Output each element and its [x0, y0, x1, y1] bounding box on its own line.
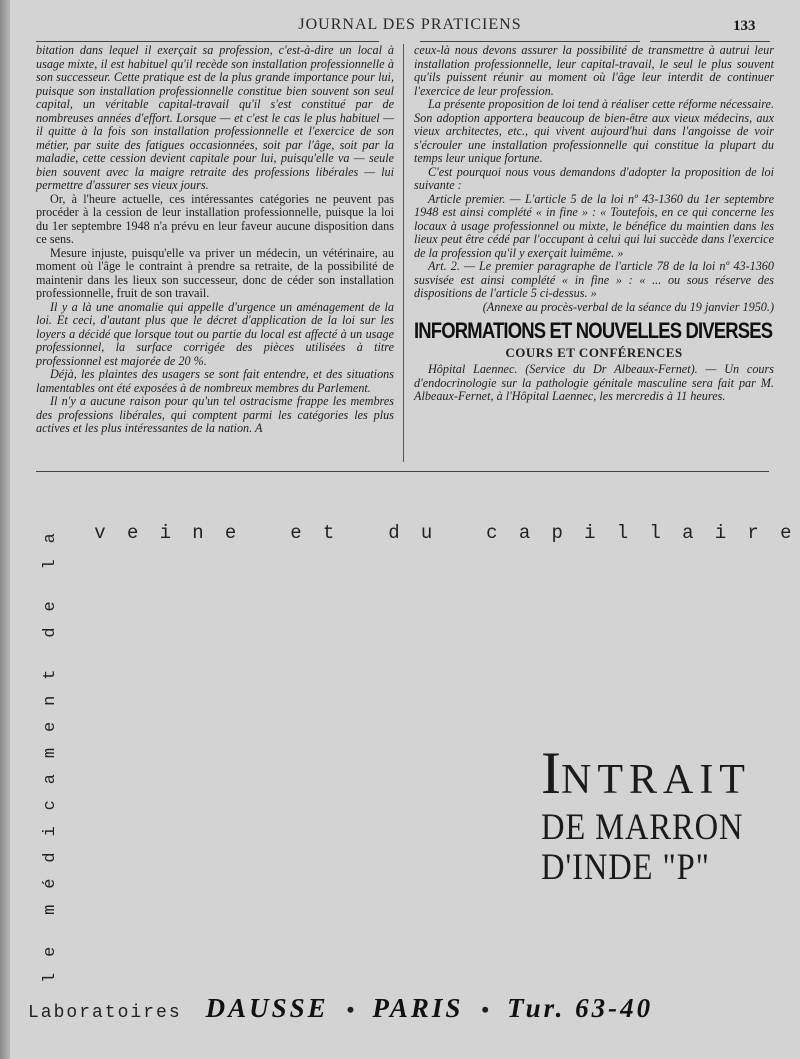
page-number: 133: [733, 18, 756, 34]
section-heading: COURS ET CONFÉRENCES: [505, 344, 683, 360]
header-rule-right: [650, 41, 770, 42]
ad-letter: t: [322, 522, 335, 544]
paragraph: Il y a là une anomalie qui appelle d'urgence un aménagement de la loi. Et ceci, d'autant plus que le décret d'application de la loi sur les loyers a décidé que lorsque tout ou partie du local est affecté à un usage professionnel, la surface corrigée des pièces utilisées à titre professionnel est majorée de 20 %.: [36, 299, 394, 368]
page-binding-edge: [0, 0, 10, 1059]
ad-letter: e: [780, 522, 792, 544]
ad-letter: [347, 522, 375, 544]
ad-tagline-left-rotated: l e m é d i c a m e n t d e l a: [41, 533, 60, 983]
paragraph: Mesure injuste, puisqu'elle va priver un médecin, un vétérinaire, au moment où l'âge le contraint à prendre sa retraite, de la possibilité de maintenir dans les lieux son successeur, donc de céder son installation professionnelle, fruit de son travail.: [36, 245, 394, 300]
bullet-icon: •: [346, 997, 355, 1022]
header-rule-left: [36, 41, 379, 42]
ad-letter: l: [649, 522, 661, 544]
paragraph: Déjà, les plaintes des usagers se sont fait entendre, et des situations lamentables ont été exposées à de nombreux membres du Parlement.: [36, 367, 394, 395]
annex-note: (Annexe au procès-verbal de la séance du 19 janvier 1950.): [482, 299, 774, 314]
ad-letter: n: [192, 522, 204, 544]
paragraph: C'est pourquoi nous vous demandons d'adopter la proposition de loi suivante :: [414, 164, 774, 192]
ad-company: DAUSSE: [205, 993, 329, 1023]
ad-letter: i: [584, 522, 596, 544]
product-line-3: D'INDE "P": [541, 847, 710, 888]
ad-letter: e: [290, 522, 302, 544]
ad-letter: v: [94, 522, 106, 544]
article-column-right: [414, 44, 774, 404]
informations-heading: INFORMATIONS ET NOUVELLES DIVERSES: [414, 318, 773, 343]
product-line-1: INTRAIT: [541, 740, 751, 806]
article-column-left: [36, 44, 394, 436]
ad-tagline-left: [40, 533, 60, 983]
paragraph: Il n'y a aucune raison pour qu'un tel ostracisme frappe les membres des professions libérales, qui comptent parmi les catégories les plus actives et les plus intéressantes de la nation. A: [36, 394, 394, 435]
ad-letter: [249, 522, 277, 544]
ad-phone: Tur. 63-40: [507, 993, 654, 1023]
ad-letter: e: [126, 522, 139, 544]
ad-letter: c: [486, 522, 498, 544]
paragraph: Or, à l'heure actuelle, ces intéressantes catégories ne peuvent pas procéder à la cession de leur installation professionnelle, puisque la loi du 1er septembre 1948 n'a prévu en leur faveur aucune disposition dans ce sens.: [36, 191, 394, 246]
ad-tagline-top: [86, 522, 800, 544]
running-head: JOURNAL DES PRATICIENS: [298, 16, 522, 33]
header-rule-mid: [420, 41, 640, 42]
ad-city: PARIS: [372, 993, 464, 1023]
ad-letter: i: [714, 522, 727, 544]
section-rule: [36, 471, 769, 472]
info-item: Hôpital Laennec. (Service du Dr Albeaux-Fernet). — Un cours d'endocrinologie sur la pathologie génitale masculine sera fait par M. Albeaux-Fernet, à l'Hôpital Laennec, les mercredis à 11 heures.: [414, 362, 774, 403]
ad-letter: u: [420, 522, 433, 544]
ad-product-name: [541, 740, 771, 888]
ad-letter: a: [518, 522, 531, 544]
ad-letter: p: [551, 522, 563, 544]
ad-labo-label: Laboratoires: [28, 1003, 182, 1023]
bullet-icon: •: [481, 997, 490, 1022]
paragraph: Art. 2. — Le premier paragraphe de l'article 78 de la loi nº 43-1360 susvisée est ainsi complété « in fine » : « ... ou sous réserve des dispositions de l'article 5 ci-dessus. »: [414, 259, 774, 300]
paragraph: ceux-là nous devons assurer la possibilité de transmettre à autrui leur installation professionnelle, leur capital-travail, le seul le plus souvent qu'ils puissent réunir au moment où l'âge leur interdit de continuer l'exercice de leur profession.: [414, 43, 774, 98]
column-divider: [403, 44, 404, 462]
ad-letter: l: [616, 522, 629, 544]
ad-letter: i: [159, 522, 172, 544]
product-line-2: DE MARRON: [541, 807, 744, 848]
paragraph: La présente proposition de loi tend à réaliser cette réforme nécessaire. Son adoption apportera beaucoup de bien-être aux vieux médecins, aux vieux architectes, etc., qui vivent aujourd'hui dans l'angoisse de voir s'écrouler une installation professionnelle qui constitue la plupart du temps leur unique fortune.: [414, 97, 774, 165]
ad-footer: [28, 993, 788, 1024]
ad-letter: r: [747, 522, 759, 544]
ad-letter: e: [224, 522, 237, 544]
paragraph: bitation dans lequel il exerçait sa profession, c'est-à-dire un local à usage mixte, il est habituel qu'il recède son installation professionnelle à son successeur. Cette pratique est de la plus grande importance pour lui, puisque son installation professionnelle constitue bien souvent son seul capital, un véritable capital-travail qu'il s'est constitué par de nombreuses années d'effort. Lorsque — et c'est le cas le plus habituel — il quitte à la fois son installation professionnelle et l'exercice de son métier, par suite des fatigues occasionnées, soit par l'âge, soit par la maladie, cette cession devient capitale pour lui, puisqu'elle va — seule bien souvent avec la maigre retraite des professions libérales — lui permettre d'assurer ses vieux jours.: [36, 43, 394, 192]
ad-letter: a: [682, 522, 694, 544]
paragraph: Article premier. — L'article 5 de la loi nº 43-1360 du 1er septembre 1948 est ainsi complété « in fine » : « Toutefois, en ce qui concerne les locaux à usage professionnel ou mixte, le bénéfice du maintien dans les lieux peut être cédé par l'occupant à celui qui lui succède dans l'exercice de la profession qu'il y exerçait luimême. »: [414, 191, 774, 260]
ad-letter: d: [388, 522, 400, 544]
ad-letter: [445, 522, 473, 544]
